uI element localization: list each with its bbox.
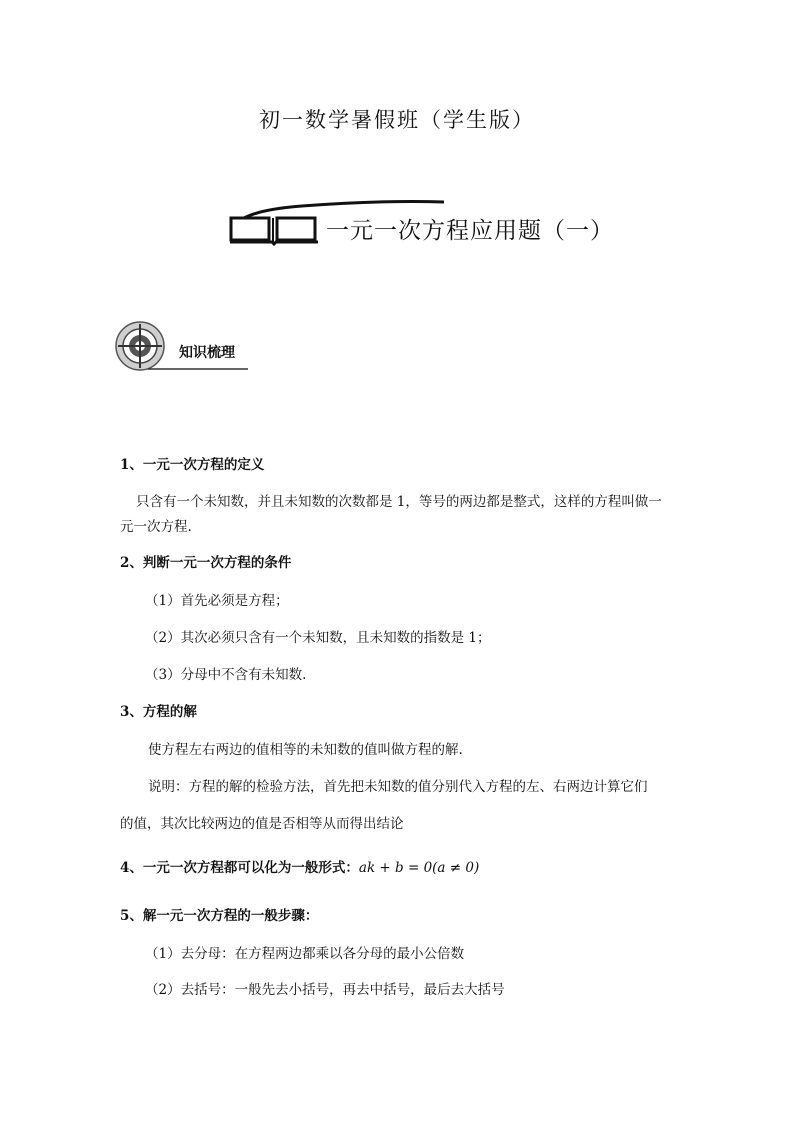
condition-1: （1）首先必须是方程； <box>145 593 289 609</box>
note-line1: 说明：方程的解的检验方法，首先把未知数的值分别代入方程的左、右两边计算它们 <box>148 779 648 795</box>
paragraph-definition-line1: 只含有一个未知数，并且未知数的次数都是 1，等号的两边都是整式，这样的方程叫做一 <box>136 494 662 510</box>
section-label: 知识梳理 <box>179 345 235 361</box>
target-icon <box>114 320 166 372</box>
heading-4: 4、一元一次方程都可以化为一般形式： <box>120 860 359 876</box>
heading-2: 2、判断一元一次方程的条件 <box>120 555 292 571</box>
chapter-title: 一元一次方程应用题（一） <box>326 218 614 244</box>
condition-2: （2）其次必须只含有一个未知数，且未知数的指数是 1； <box>145 630 491 646</box>
heading-4-row <box>120 856 479 876</box>
step-2: （2）去括号：一般先去小括号，再去中括号，最后去大括号 <box>145 982 505 998</box>
heading-1: 1、一元一次方程的定义 <box>120 457 265 473</box>
page-title: 初一数学暑假班（学生版） <box>259 108 535 132</box>
section-underline <box>148 366 250 372</box>
paragraph-solution: 使方程左右两边的值相等的未知数的值叫做方程的解. <box>148 742 463 758</box>
general-form-formula: ak + b = 0(a ≠ 0) <box>358 860 480 876</box>
heading-5: 5、解一元一次方程的一般步骤： <box>120 908 319 924</box>
heading-3: 3、方程的解 <box>120 704 197 720</box>
note-line2: 的值，其次比较两边的值是否相等从而得出结论 <box>120 816 404 832</box>
step-1: （1）去分母：在方程两边都乘以各分母的最小公倍数 <box>145 946 465 962</box>
paragraph-definition-line2: 元一次方程. <box>120 519 192 535</box>
condition-3: （3）分母中不含有未知数. <box>145 667 307 683</box>
open-book-icon <box>228 214 320 246</box>
